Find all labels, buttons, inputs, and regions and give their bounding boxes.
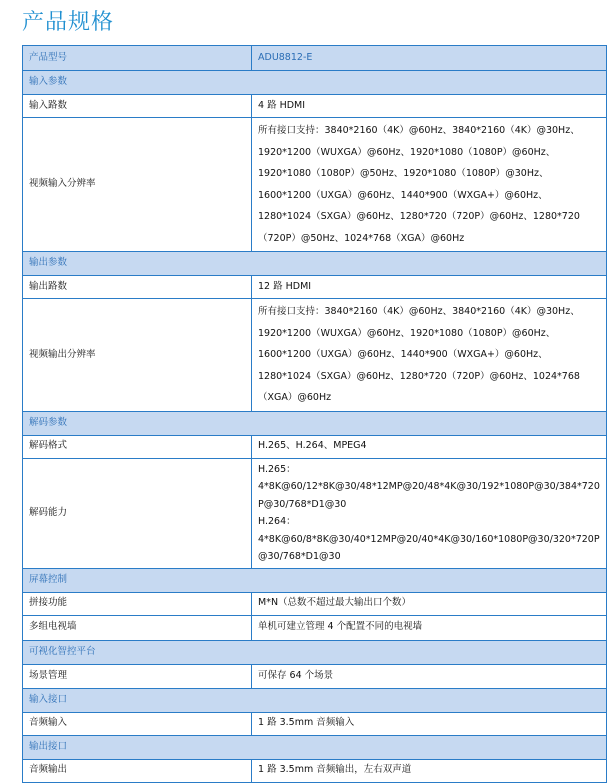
section-title: 输入参数 — [23, 71, 607, 95]
section-title: 可视化智控平台 — [23, 640, 607, 664]
spec-label: 多组电视墙 — [23, 615, 252, 640]
spec-label: 解码格式 — [23, 435, 252, 458]
spec-value-line: @30/768*D1@30 — [258, 551, 341, 562]
spec-row — [23, 759, 607, 782]
model-value: ADU8812-E — [252, 46, 607, 71]
spec-value-line: 1920*1080（1080P）@50Hz、1920*1080（1080P）@30Hz、 — [258, 168, 549, 179]
spec-value — [252, 299, 607, 412]
spec-value-line: 1280*1024（SXGA）@60Hz、1280*720（720P）@60Hz、1280*720 — [258, 211, 580, 222]
spec-value-line: 1600*1200（UXGA）@60Hz、1440*900（WXGA+）@60Hz、 — [258, 349, 548, 360]
spec-value-line: 1920*1200（WUXGA）@60Hz、1920*1080（1080P）@60Hz、 — [258, 327, 556, 339]
spec-label: 输出路数 — [23, 276, 252, 299]
spec-row — [23, 95, 607, 118]
spec-label: 音频输入 — [23, 712, 252, 735]
spec-value: 可保存 64 个场景 — [252, 664, 607, 688]
spec-value-line: 1920*1200（WUXGA）@60Hz、1920*1080（1080P）@60Hz、 — [258, 146, 556, 158]
section-header — [23, 411, 607, 435]
spec-value-line: 4*8K@60/8*8K@30/40*12MP@20/40*4K@30/160*1080P@30/320*720P — [258, 533, 600, 545]
section-title: 解码参数 — [23, 411, 607, 435]
spec-label: 场景管理 — [23, 664, 252, 688]
spec-value: 4 路 HDMI — [252, 95, 607, 118]
section-header — [23, 688, 607, 712]
spec-row — [23, 458, 607, 568]
spec-value-line: 1280*1024（SXGA）@60Hz、1280*720（720P）@60Hz、1024*768 — [258, 370, 580, 382]
spec-label: 输入路数 — [23, 95, 252, 118]
spec-value-line: 所有接口支持：3840*2160（4K）@60Hz、3840*2160（4K）@30Hz、 — [258, 125, 580, 136]
spec-value-line: H.265： — [258, 463, 296, 475]
spec-value — [252, 118, 607, 252]
spec-table — [22, 45, 607, 783]
spec-value — [252, 458, 607, 568]
spec-value: H.265、H.264、MPEG4 — [252, 435, 607, 458]
spec-value: 1 路 3.5mm 音频输入 — [252, 712, 607, 735]
spec-value-line: P@30/768*D1@30 — [258, 498, 347, 510]
spec-row — [23, 276, 607, 299]
spec-label: 拼接功能 — [23, 592, 252, 615]
section-title: 输出参数 — [23, 252, 607, 276]
spec-label: 音频输出 — [23, 759, 252, 782]
spec-value-line: （XGA）@60Hz — [258, 392, 332, 403]
section-header — [23, 568, 607, 592]
section-title: 屏幕控制 — [23, 568, 607, 592]
section-title: 输出接口 — [23, 735, 607, 759]
spec-label: 视频输入分辨率 — [23, 118, 252, 252]
spec-row — [23, 664, 607, 688]
page-title: 产品规格 — [22, 10, 115, 35]
spec-value-line: H.264： — [258, 516, 296, 527]
spec-row — [23, 615, 607, 640]
spec-row — [23, 435, 607, 458]
section-header — [23, 71, 607, 95]
spec-value: 1 路 3.5mm 音频输出，左右双声道 — [252, 759, 607, 782]
spec-value-line: （720P）@50Hz、1024*768（XGA）@60Hz — [258, 232, 465, 244]
spec-row — [23, 712, 607, 735]
spec-value-line: 1600*1200（UXGA）@60Hz、1440*900（WXGA+）@60Hz、 — [258, 189, 548, 201]
spec-row — [23, 118, 607, 252]
spec-row — [23, 592, 607, 615]
spec-row — [23, 299, 607, 412]
spec-value: M*N（总数不超过最大输出口个数） — [252, 592, 607, 615]
spec-label: 解码能力 — [23, 458, 252, 568]
section-header — [23, 640, 607, 664]
spec-value: 单机可建立管理 4 个配置不同的电视墙 — [252, 615, 607, 640]
model-row — [23, 46, 607, 71]
section-header — [23, 735, 607, 759]
spec-value-line: 4*8K@60/12*8K@30/48*12MP@20/48*4K@30/192*1080P@30/384*720 — [258, 481, 600, 492]
spec-value-line: 所有接口支持：3840*2160（4K）@60Hz、3840*2160（4K）@30Hz、 — [258, 306, 580, 317]
spec-label: 视频输出分辨率 — [23, 299, 252, 412]
section-title: 输入接口 — [23, 688, 607, 712]
spec-value: 12 路 HDMI — [252, 276, 607, 299]
model-label: 产品型号 — [23, 46, 252, 71]
section-header — [23, 252, 607, 276]
